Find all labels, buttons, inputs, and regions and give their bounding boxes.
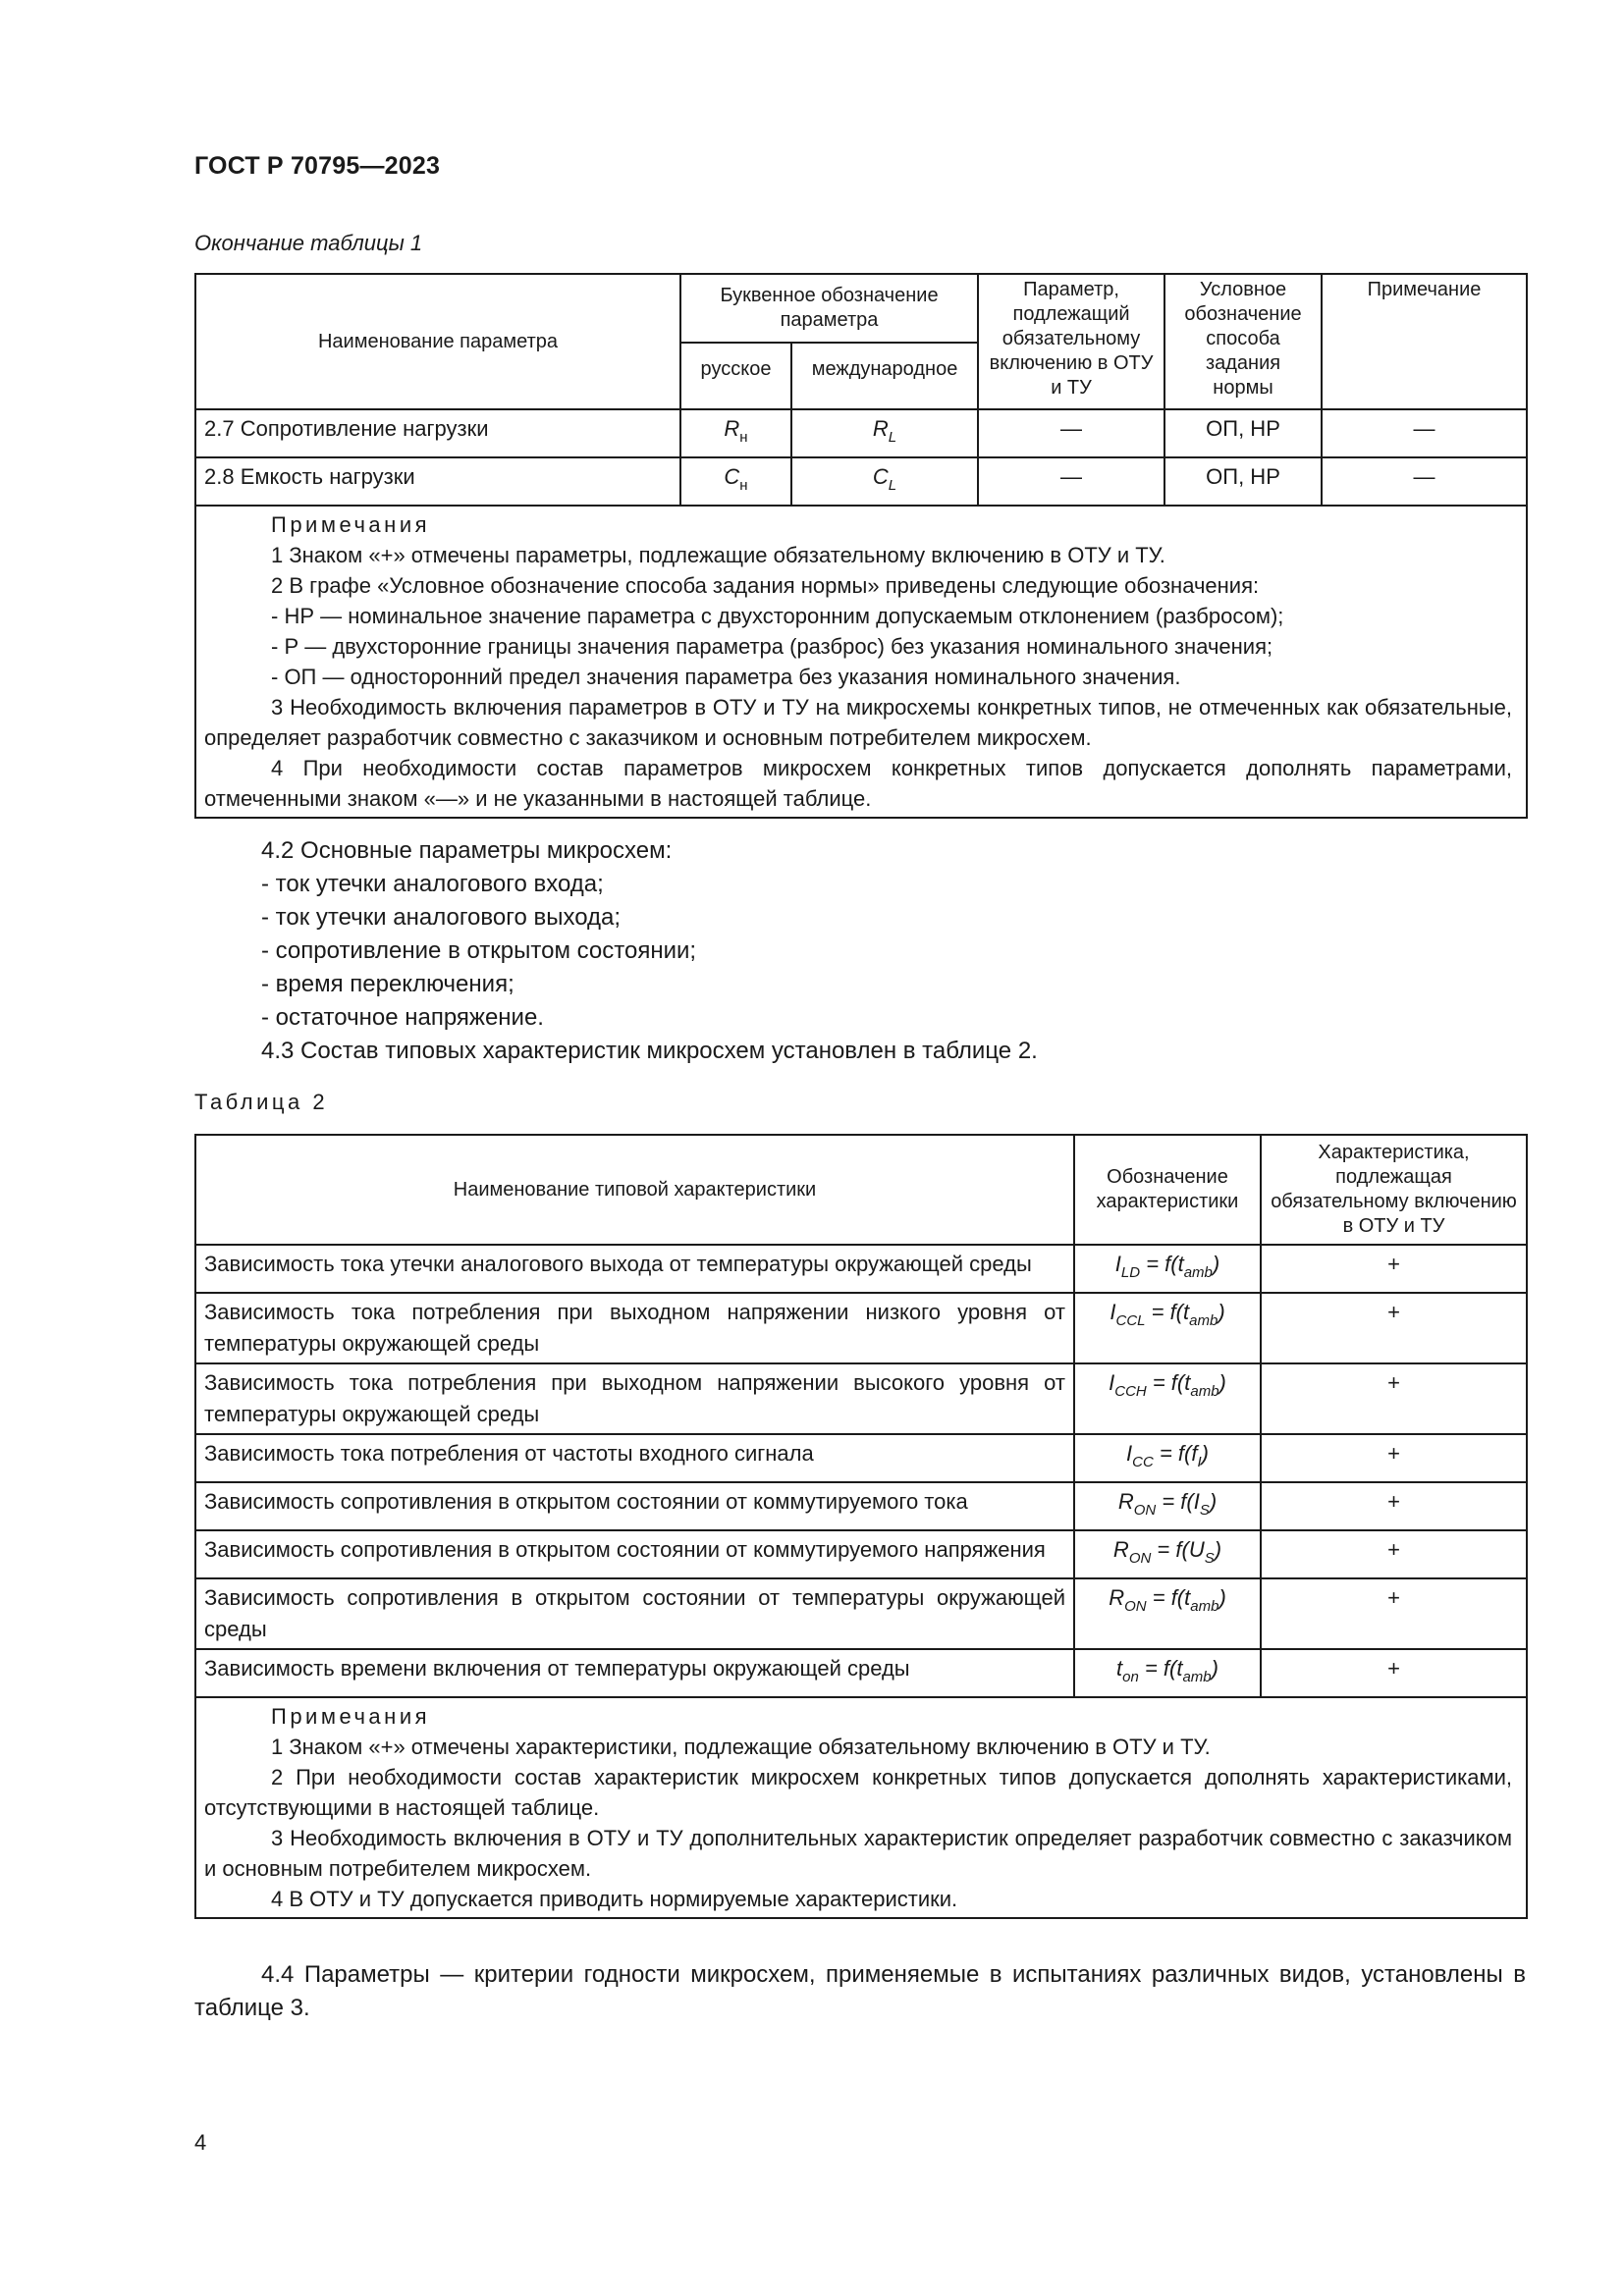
- table1-header-norm-method: Условное обозначение способа задания нормы: [1164, 274, 1322, 409]
- table2-cell-symbol: $R_{ON} = f(I_S)$: [1074, 1482, 1261, 1530]
- table1-note: 4 При необходимости состав параметров микросхем конкретных типов допускается дополнять параметрами, отмеченными знаком «—» и не указанными в настоящей таблице.: [204, 756, 1513, 811]
- table2-cell-name: Зависимость времени включения от температуры окружающей среды: [195, 1649, 1074, 1697]
- table1-cell-ru-symbol: $R_н$: [680, 409, 791, 457]
- table2-cell-name: Зависимость тока потребления при выходном напряжении низкого уровня от температуры окружающей среды: [195, 1293, 1074, 1363]
- table1-cell-ru-symbol: $C_н$: [680, 457, 791, 506]
- table2-cell-symbol: $t_{on} = f(t_{amb})$: [1074, 1649, 1261, 1697]
- table1-note: - ОП — односторонний предел значения параметра без указания номинального значения.: [271, 665, 1181, 689]
- table2-cell-symbol: $I_{CCH} = f(t_{amb})$: [1074, 1363, 1261, 1434]
- table1-cell-norm: ОП, НР: [1164, 457, 1322, 506]
- table2-note: 1 Знаком «+» отмечены характеристики, подлежащие обязательному включению в ОТУ и ТУ.: [271, 1735, 1211, 1759]
- table1-note: - НР — номинальное значение параметра с двухсторонним допускаемым отклонением (разбросом);: [271, 604, 1284, 628]
- table2-row: [195, 1363, 1527, 1434]
- list-item: - время переключения;: [261, 971, 514, 997]
- table2-row: [195, 1482, 1527, 1530]
- table1-row: [195, 457, 1527, 506]
- list-item: - ток утечки аналогового входа;: [261, 871, 604, 897]
- table1-cell-mandatory: —: [978, 409, 1164, 457]
- table1-note: 2 В графе «Условное обозначение способа задания нормы» приведены следующие обозначения:: [271, 573, 1260, 598]
- section-4-4: 4.4 Параметры — критерии годности микросхем, применяемые в испытаниях различных видов, установлены в таблице 3.: [194, 1961, 1526, 2021]
- table1-header-international: международное: [791, 343, 978, 409]
- list-item: - сопротивление в открытом состоянии;: [261, 937, 697, 964]
- table1-note: - Р — двухсторонние границы значения параметра (разброс) без указания номинального значения;: [271, 634, 1273, 659]
- table1-cell-name: 2.7 Сопротивление нагрузки: [195, 409, 680, 457]
- table1-cell-int-symbol: $R_L$: [791, 409, 978, 457]
- table1-header-mandatory: Параметр, подлежащий обязательному включению в ОТУ и ТУ: [978, 274, 1164, 409]
- table1-cell-name: 2.8 Емкость нагрузки: [195, 457, 680, 506]
- table2-header-symbol: Обозначение характеристики: [1074, 1135, 1261, 1245]
- table2-cell-name: Зависимость сопротивления в открытом состоянии от коммутируемого тока: [195, 1482, 1074, 1530]
- table2-cell-symbol: $I_{LD} = f(t_{amb})$: [1074, 1245, 1261, 1293]
- table2-cell-mandatory: +: [1261, 1434, 1527, 1482]
- table2-row: [195, 1530, 1527, 1578]
- table1-header-russian: русское: [680, 343, 791, 409]
- table2-cell-name: Зависимость сопротивления в открытом состоянии от коммутируемого напряжения: [195, 1530, 1074, 1578]
- table1-note: 3 Необходимость включения параметров в ОТУ и ТУ на микросхемы конкретных типов, не отмеченных как обязательные, определяет разработчик совместно с заказчиком и основным потребителем микросхем.: [204, 695, 1513, 750]
- table2-cell-mandatory: +: [1261, 1578, 1527, 1649]
- table1-row: [195, 409, 1527, 457]
- list-item: - остаточное напряжение.: [261, 1004, 544, 1031]
- table1-header-note: Примечание: [1322, 274, 1527, 409]
- table1-cell-note: —: [1322, 409, 1527, 457]
- table2-cell-mandatory: +: [1261, 1293, 1527, 1363]
- table2-header-mandatory: Характеристика, подлежащая обязательному включению в ОТУ и ТУ: [1261, 1135, 1527, 1245]
- table2-row: [195, 1434, 1527, 1482]
- table2-cell-name: Зависимость тока потребления от частоты входного сигнала: [195, 1434, 1074, 1482]
- table2-cell-name: Зависимость тока потребления при выходном напряжении высокого уровня от температуры окружающей среды: [195, 1363, 1074, 1434]
- table2-row: [195, 1578, 1527, 1649]
- table1-cell-note: —: [1322, 457, 1527, 506]
- table1-header-letter-group: Буквенное обозначение параметра: [680, 274, 978, 343]
- table2-cell-symbol: $I_{CCL} = f(t_{amb})$: [1074, 1293, 1261, 1363]
- table1-cell-int-symbol: $C_L$: [791, 457, 978, 506]
- table2: [194, 1134, 1528, 1919]
- table1-caption: Окончание таблицы 1: [194, 231, 423, 255]
- table2-row: [195, 1293, 1527, 1363]
- table2-cell-symbol: $R_{ON} = f(U_S)$: [1074, 1530, 1261, 1578]
- table2-note: 3 Необходимость включения в ОТУ и ТУ дополнительных характеристик определяет разработчик совместно с заказчиком и основным потребителем микросхем.: [204, 1826, 1512, 1881]
- table1-note: 1 Знаком «+» отмечены параметры, подлежащие обязательному включению в ОТУ и ТУ.: [271, 543, 1165, 567]
- table1-notes: [195, 506, 1527, 818]
- table1-cell-norm: ОП, НР: [1164, 409, 1322, 457]
- table2-header-name: Наименование типовой характеристики: [195, 1135, 1074, 1245]
- table1-cell-mandatory: —: [978, 457, 1164, 506]
- table2-cell-mandatory: +: [1261, 1482, 1527, 1530]
- table1: [194, 273, 1528, 819]
- table2-cell-mandatory: +: [1261, 1245, 1527, 1293]
- table2-notes: [195, 1697, 1527, 1918]
- table2-cell-symbol: $R_{ON} = f(t_{amb})$: [1074, 1578, 1261, 1649]
- table2-cell-mandatory: +: [1261, 1363, 1527, 1434]
- table1-notes-title: Примечания: [271, 512, 431, 537]
- section-4-2: [194, 834, 1526, 1068]
- table2-row: [195, 1245, 1527, 1293]
- document-code: ГОСТ Р 70795—2023: [194, 152, 441, 180]
- table2-cell-mandatory: +: [1261, 1530, 1527, 1578]
- table2-cell-name: Зависимость сопротивления в открытом состоянии от температуры окружающей среды: [195, 1578, 1074, 1649]
- table2-notes-title: Примечания: [271, 1704, 431, 1729]
- list-item: - ток утечки аналогового выхода;: [261, 904, 622, 931]
- section-4-3: 4.3 Состав типовых характеристик микросхем установлен в таблице 2.: [261, 1038, 1038, 1064]
- page-number: 4: [194, 2130, 207, 2155]
- table2-note: 4 В ОТУ и ТУ допускается приводить нормируемые характеристики.: [271, 1887, 958, 1911]
- table2-cell-mandatory: +: [1261, 1649, 1527, 1697]
- table2-caption: Таблица 2: [194, 1090, 329, 1114]
- table2-cell-name: Зависимость тока утечки аналогового выхода от температуры окружающей среды: [195, 1245, 1074, 1293]
- table2-cell-symbol: $I_{CC} = f(f_I)$: [1074, 1434, 1261, 1482]
- section-4-2-heading: 4.2 Основные параметры микросхем:: [261, 837, 673, 864]
- table2-row: [195, 1649, 1527, 1697]
- table2-note: 2 При необходимости состав характеристик микросхем конкретных типов допускается дополнять характеристиками, отсутствующими в настоящей таблице.: [204, 1765, 1512, 1820]
- table1-header-name: Наименование параметра: [195, 274, 680, 409]
